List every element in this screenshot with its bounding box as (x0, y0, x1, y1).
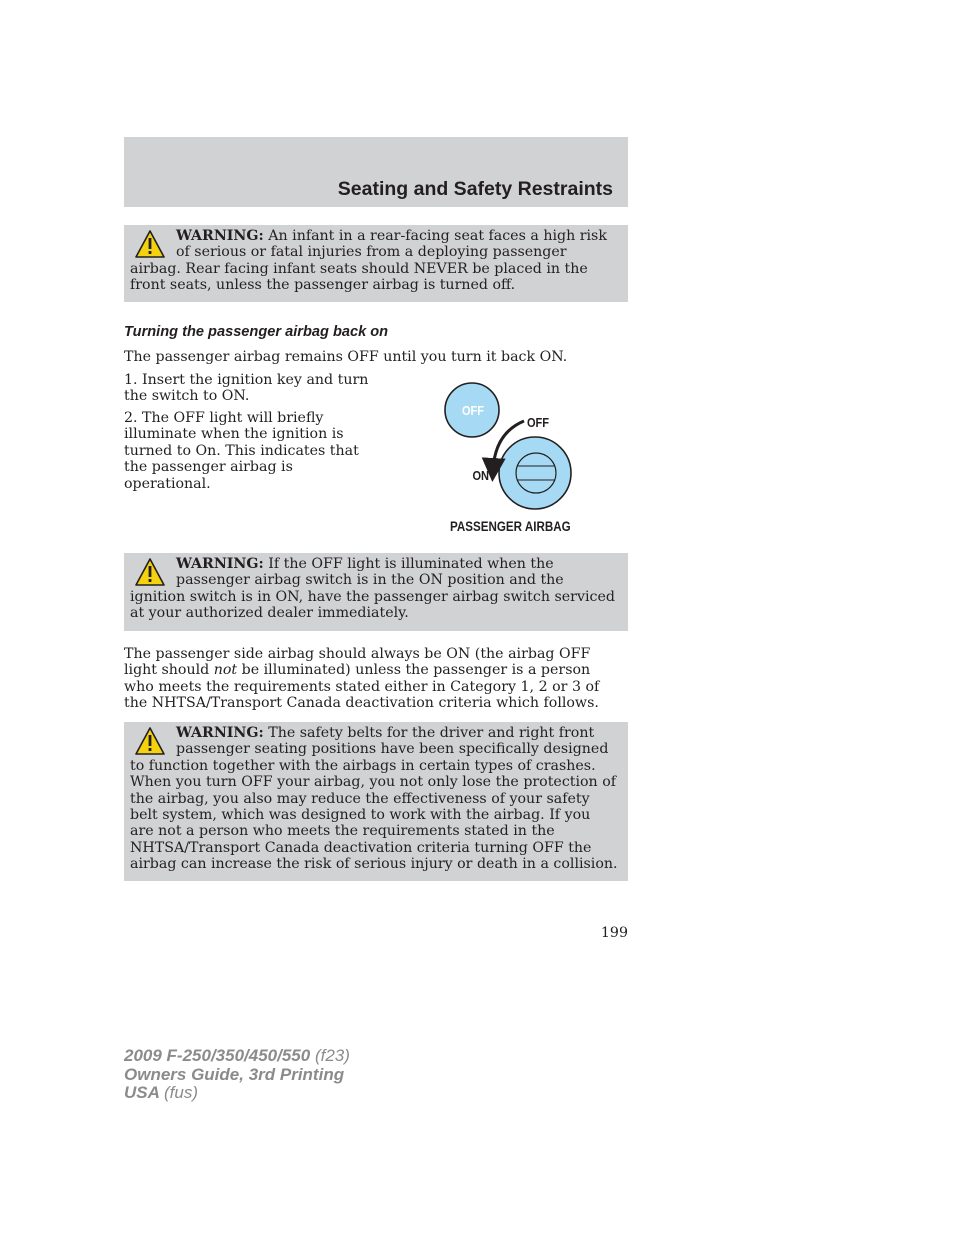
warning-box-2 (124, 553, 628, 631)
warning-body: If the OFF light is illuminated when the passenger airbag switch is in the ON position and the ignition switch is in ON, have the passenger airbag switch serviced at your authorized dealer immediately. (130, 556, 615, 622)
section-header (124, 137, 628, 207)
step-1: 1. Insert the ignition key and turn the switch to ON. (124, 372, 369, 405)
diagram-caption: PASSENGER AIRBAG (450, 519, 571, 534)
paragraph-text: The passenger side airbag should always be ON (the airbag OFF light should (124, 646, 591, 679)
warning-label: WARNING: (176, 725, 264, 741)
warning-text-1 (130, 228, 618, 294)
footer-edition: Owners Guide, 3rd Printing (124, 1064, 345, 1084)
intro-paragraph: The passenger airbag remains OFF until you turn it back ON. (124, 349, 568, 365)
page-title: Seating and Safety Restraints (337, 178, 613, 200)
off-position-label: OFF (526, 415, 550, 430)
footer-market-code: (fus) (164, 1083, 198, 1102)
footer-model: 2009 F-250/350/450/550 (124, 1046, 311, 1065)
switch-dial (499, 437, 571, 509)
warning-triangle-icon (134, 726, 166, 756)
passenger-airbag-switch-diagram (440, 378, 590, 538)
on-position-label: ON (472, 468, 490, 483)
footer-code: (f23) (314, 1046, 350, 1065)
body-paragraph (124, 646, 624, 712)
warning-body: An infant in a rear-facing seat faces a high risk of serious or fatal injuries from a deploying passenger airbag. Rear facing infant seats should NEVER be placed in the front seats, unless the passenger airbag is turned off. (130, 228, 607, 294)
warning-text-3 (130, 725, 618, 873)
step-2: 2. The OFF light will briefly illuminate when the ignition is turned to On. This indicates that the passenger airbag is operational. (124, 410, 359, 492)
document-footer (124, 1047, 350, 1103)
warning-label: WARNING: (176, 556, 264, 572)
footer-market: USA (124, 1083, 160, 1102)
warning-text-2 (130, 556, 618, 622)
warning-box-1 (124, 225, 628, 302)
page-number: 199 (600, 925, 628, 941)
paragraph-text: be illuminated) unless the passenger is a person who meets the requirements stated either in Category 1, 2 or 3 of the NHTSA/Transport Canada deactivation criteria which follows. (124, 662, 600, 712)
warning-body: The safety belts for the driver and right front passenger seating positions have been specifically designed to function together with the airbags in certain types of crashes. When you turn OFF your airbag, you not only lose the protection of the airbag, you also may reduce the effectiveness of your safety belt system, which was designed to work with the airbag. If you are not a person who meets the requirements stated in the NHTSA/Transport Canada deactivation criteria turning OFF the airbag can increase the risk of serious injury or death in a collision. (130, 725, 618, 873)
section-heading: Turning the passenger airbag back on (124, 324, 389, 340)
off-light-label: OFF (461, 403, 485, 418)
warning-box-3 (124, 722, 628, 881)
warning-label: WARNING: (176, 228, 264, 244)
warning-triangle-icon (134, 229, 166, 259)
emphasis-text: not (213, 662, 238, 679)
warning-triangle-icon (134, 557, 166, 587)
